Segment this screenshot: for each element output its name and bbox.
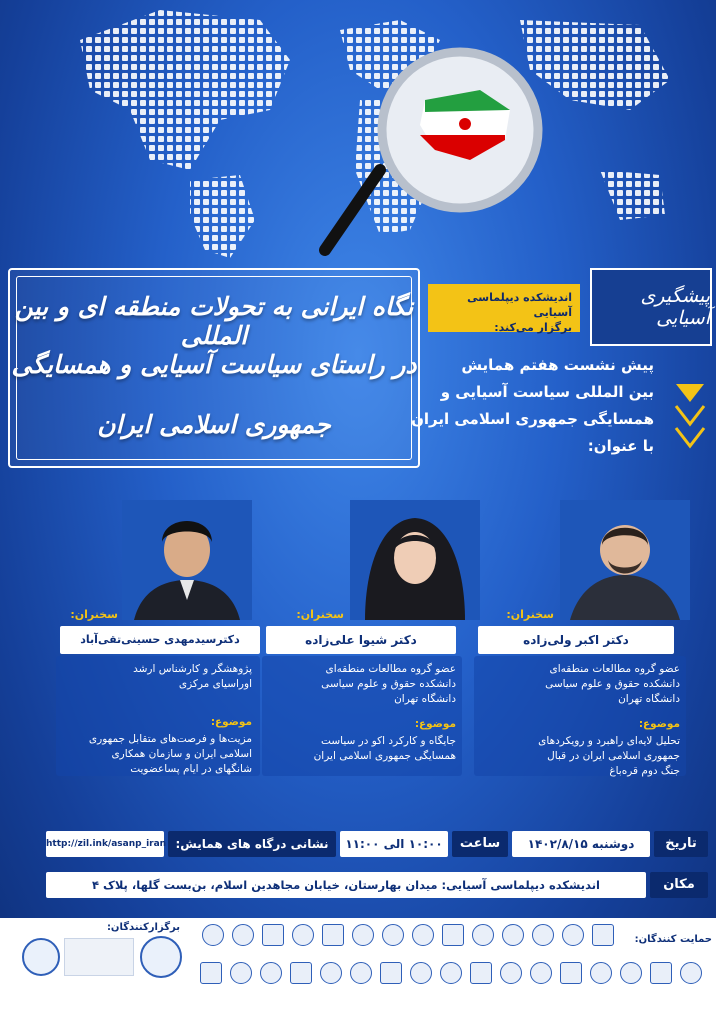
sponsor-logo: [322, 924, 344, 946]
organizer-logo-1: [22, 938, 60, 976]
sponsor-logo: [230, 962, 252, 984]
sponsor-logo: [382, 924, 404, 946]
date-value: دوشنبه ۱۴۰۲/۸/۱۵: [512, 831, 650, 857]
sponsor-logo: [290, 962, 312, 984]
speaker-3-role-line: پژوهشگر و کارشناس ارشد: [133, 663, 252, 675]
sponsor-logo: [590, 962, 612, 984]
sponsor-logo: [472, 924, 494, 946]
place-value: اندیشکده دیپلماسی آسیایی: میدان بهارستان، خیابان مجاهدین اسلام، بن‌بست گلها، پلاک ۴: [46, 872, 646, 898]
place-label: مکان: [650, 872, 708, 898]
intro-text: [354, 352, 654, 460]
organizer-caption: برگزار می‌کند:: [494, 321, 572, 334]
sponsor-logo: [260, 962, 282, 984]
speaker-1-role-line: دانشکده حقوق و علوم سیاسی: [545, 678, 680, 690]
world-map-illustration: [40, 0, 680, 260]
time-value: ۱۰:۰۰ الی ۱۱:۰۰: [340, 831, 448, 857]
sponsor-logo: [352, 924, 374, 946]
sponsor-logo: [500, 962, 522, 984]
sponsor-logo: [380, 962, 402, 984]
sponsor-logo: [562, 924, 584, 946]
date-label: تاریخ: [654, 831, 708, 857]
speaker-1-role-line: عضو گروه مطالعات منطقه‌ای: [549, 663, 680, 675]
speaker-3-topic: [62, 732, 252, 777]
sponsor-logo: [502, 924, 524, 946]
speaker-3-topic-line: شانگهای در ایام پساعضویت: [130, 763, 252, 775]
organizer-logo-text: پیشگیری آسیایی: [640, 285, 710, 329]
sponsor-logo: [592, 924, 614, 946]
sponsor-logo: [440, 962, 462, 984]
speaker-3-role: [62, 662, 252, 692]
footer: [0, 918, 716, 1013]
sponsor-logo: [200, 962, 222, 984]
sponsor-logo: [680, 962, 702, 984]
sponsor-logo: [620, 962, 642, 984]
organizer-box: [428, 284, 580, 332]
sponsor-logo: [470, 962, 492, 984]
speaker-1-photo: [560, 500, 690, 620]
organizer-logo-3: [140, 936, 182, 978]
speaker-1-label: سخنران:: [506, 608, 554, 621]
speaker-1-role-line: دانشگاه تهران: [618, 693, 680, 705]
speaker-3-photo: [122, 500, 252, 620]
portal-label: نشانی درگاه های همایش:: [168, 831, 336, 857]
speaker-1-topic-line: تحلیل لایه‌ای راهبرد و رویکردهای: [538, 735, 680, 747]
speaker-3-role-line: اوراسیای مرکزی: [178, 678, 252, 690]
speaker-3-topic-line: اسلامی ایران و سازمان همکاری: [111, 748, 252, 760]
sponsor-logo: [442, 924, 464, 946]
sponsor-logo: [412, 924, 434, 946]
organizer-name: اندیشکده دیپلماسی آسیایی: [467, 291, 572, 319]
speaker-2-role-line: عضو گروه مطالعات منطقه‌ای: [325, 663, 456, 675]
sponsor-logo: [262, 924, 284, 946]
speaker-2-role-line: دانشگاه تهران: [394, 693, 456, 705]
speaker-3-topic-label: موضوع:: [210, 716, 252, 728]
intro-line-4: با عنوان:: [587, 437, 654, 455]
sponsor-logo: [560, 962, 582, 984]
sponsor-logo: [350, 962, 372, 984]
speaker-1-topic-label: موضوع:: [638, 718, 680, 730]
organizer-logo-2: [64, 938, 134, 976]
speaker-1-name: دکتر اکبر ولی‌زاده: [478, 626, 674, 654]
speaker-2-photo: [350, 500, 480, 620]
speaker-3-topic-line: مزیت‌ها و فرصت‌های متقابل جمهوری: [88, 733, 252, 745]
intro-line-1: پیش نشست هفتم همایش: [461, 356, 654, 374]
title-line-3: جمهوری اسلامی ایران: [97, 410, 331, 439]
sponsor-logo: [530, 962, 552, 984]
speaker-2-topic-line: جایگاه و کارکرد اکو در سیاست: [321, 735, 456, 747]
title-line-2: در راستای سیاست آسیایی و همسایگی: [11, 350, 417, 379]
sponsor-logo: [202, 924, 224, 946]
sponsor-logo: [410, 962, 432, 984]
intro-line-2: بین المللی سیاست آسیایی و: [440, 383, 654, 401]
organizers-label: برگزارکنندگان:: [106, 922, 180, 933]
sponsor-logo: [292, 924, 314, 946]
sponsor-logo: [650, 962, 672, 984]
title-line-1: نگاه ایرانی به تحولات منطقه ای و بین المللی: [14, 292, 414, 350]
speaker-2-topic-label: موضوع:: [414, 718, 456, 730]
speaker-1-topic-line: جنگ دوم قره‌باغ: [609, 765, 680, 777]
speaker-2-role-line: دانشکده حقوق و علوم سیاسی: [321, 678, 456, 690]
sponsor-logo: [232, 924, 254, 946]
organizer-logo: [590, 268, 712, 346]
time-label: ساعت: [452, 831, 508, 857]
sponsor-logo: [532, 924, 554, 946]
speaker-1-topic: [480, 734, 680, 779]
speaker-2-label: سخنران:: [296, 608, 344, 621]
speaker-2-name: دکتر شیوا علی‌زاده: [266, 626, 456, 654]
portal-link[interactable]: http://zil.ink/asanp_iran: [46, 831, 164, 857]
speaker-2-topic-line: همسایگی جمهوری اسلامی ایران: [313, 750, 456, 762]
speaker-3-label: سخنران:: [70, 608, 118, 621]
intro-line-3: همسایگی جمهوری اسلامی ایران: [411, 410, 654, 428]
sponsors-label: حمایت کنندگان:: [634, 934, 712, 945]
speaker-3-name: دکترسیدمهدی حسینی‌تقی‌آباد: [60, 626, 260, 654]
chevron-down-icon: [672, 380, 708, 450]
speaker-2-topic: [268, 734, 456, 764]
speaker-2-role: [268, 662, 456, 707]
speaker-1-topic-line: جمهوری اسلامی ایران در قبال: [547, 750, 680, 762]
sponsor-logo: [320, 962, 342, 984]
speaker-1-role: [480, 662, 680, 707]
